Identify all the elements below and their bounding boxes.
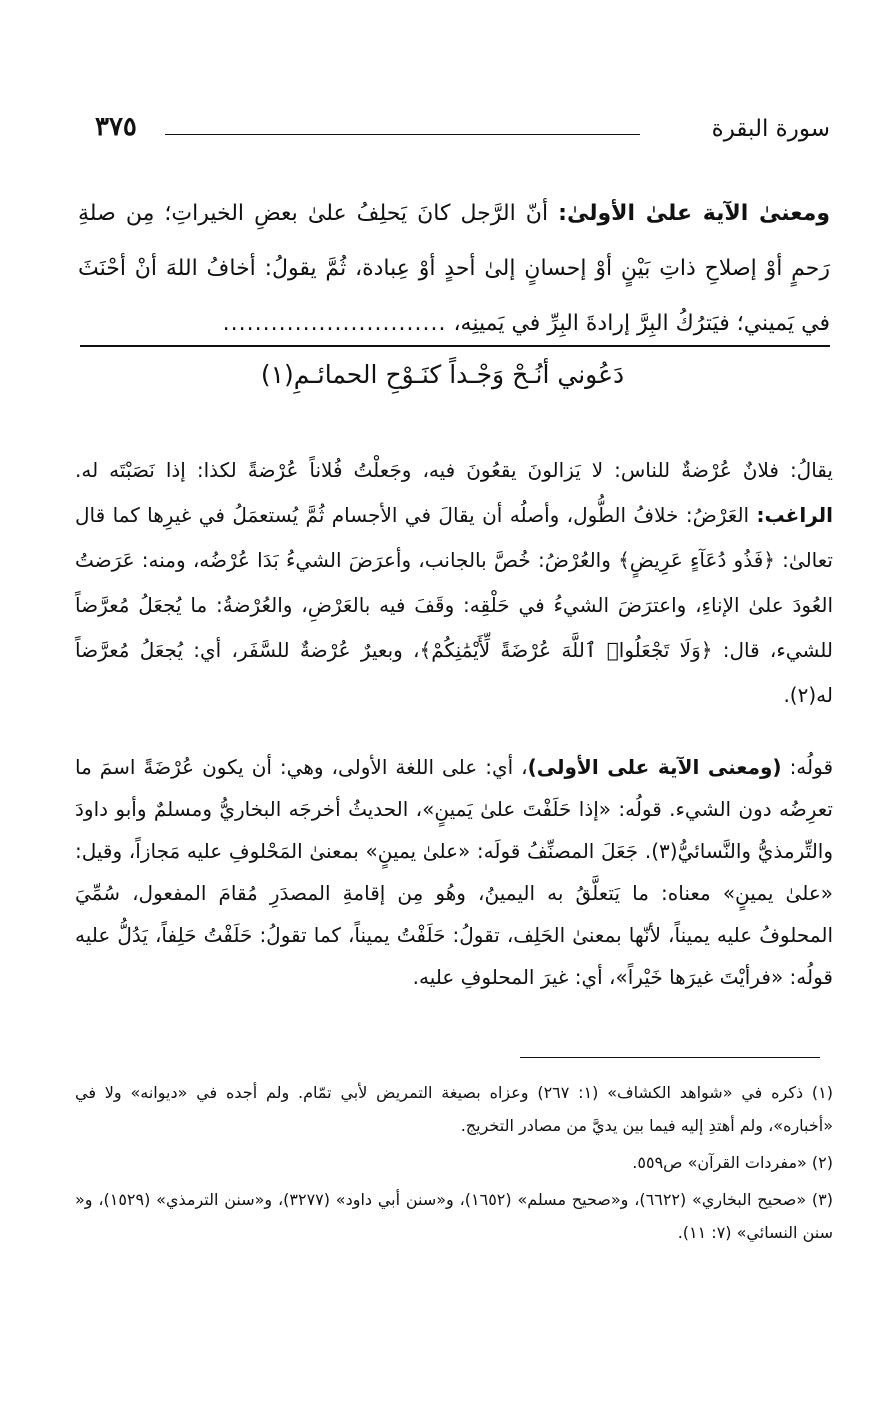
page-number: ٣٧٥	[95, 112, 137, 142]
footnotes	[75, 1076, 833, 1253]
poem-verse: دَعُوني أنُـحْ وَجْـداً كنَـوْحِ الحمائـمِ(١)	[260, 360, 625, 389]
header-rule	[165, 134, 640, 135]
commentary-text-b: ، أي: على اللغة الأولى، وهي: أن يكون عُرْضَةً اسمَ ما تعرِضُه دون الشيء. قولُه: «إذا حَلَفْتَ علىٰ يَمينٍ»، الحديثُ أخرجَه البخاريُّ ومسلمٌ وأبو داودَ والتِّرمذيُّ والنَّسائيُّ(٣). جَعَلَ المصنِّفُ قولَه: «علىٰ يمينٍ» بمعنىٰ المَحْلوفِ عليه مَجازاً، وقيل: «علىٰ يمينٍ» معناه: ما يَتعلَّقُ به اليمينُ، وهُو مِن إقامةِ المصدَرِ مُقامَ المفعول، سُمِّيَ المحلوفُ عليه يميناً، لأنّها بمعنىٰ الحَلِف، تقولُ: حَلَفْتُ يميناً، كما تقولُ: حَلَفْتُ حَلِفاً، يَدُلُّ عليه قولُه: «فرأيْتَ غيرَها خَيْراً»، أي: غيرَ المحلوفِ عليه.	[75, 755, 834, 989]
verse-commentary-text: أنّ الرَّجل كانَ يَحلِفُ علىٰ بعضِ الخيراتِ؛ مِن صلةِ رَحمٍ أوْ إصلاحِ ذاتِ بَيْنٍ أوْ إحسانٍ إلىٰ أحدٍ أوْ عِبادة، ثُمَّ يقولُ: أخافُ اللهَ أنْ أحْنَثَ في يَميني؛ فيَترُكُ البِرَّ إرادةَ البِرِّ في يَمينِه،	[78, 201, 830, 336]
footnote-3: (٣) «صحيح البخاري» (٦٦٢٢)، و«صحيح مسلم» (١٦٥٢)، و«سنن أبي داود» (٣٢٧٧)، و«سنن الترمذي» (١٥٢٩)، و« سنن النسائي» (٧: ١١).	[75, 1190, 833, 1242]
lexical-text-b: العَرْضُ: خلافُ الطُّول، وأصلُه أن يقالَ في الأجسام ثُمَّ يُستعمَلُ في غيرِها كما قال تعالىٰ: ﴿فَذُو دُعَآءٍ عَرِيضٍ﴾ والعُرْضُ: خُصَّ بالجانب، وأعرَضَ الشيءُ بَدَا عُرْضُه، ومنه: عَرَضتُ العُودَ علىٰ الإناءِ، واعترَضَ الشيءُ في حَلْقِه: وقَفَ فيه بالعَرْضِ، والعُرْضةُ: ما يُجعَلُ مُعرَّضاً للشيء، قال: ﴿وَلَا تَجْعَلُوا۟ ٱللَّهَ عُرْضَةً لِّأَيْمَٰنِكُمْ﴾، وبعيرٌ عُرْضةٌ للسَّفَر، أي: يُجعَلُ مُعرَّضاً له(٢).	[75, 503, 833, 707]
section-divider	[80, 345, 830, 347]
lexical-paragraph	[75, 448, 833, 718]
raghib-label: الراغب:	[756, 503, 833, 527]
commentary-bold: (ومعنى الآية على الأولى)	[527, 755, 782, 779]
lexical-text-a: يقالُ: فلانٌ عُرْضةٌ للناس: لا يَزالونَ يقعُونَ فيه، وجَعلْتُ فُلاناً عُرْضةً لكذا: إذا نَصَبْتَه له.	[75, 458, 833, 482]
verse-commentary-lead: ومعنىٰ الآية علىٰ الأولىٰ:	[558, 201, 830, 226]
footnote-2: (٢) «مفردات القرآن» ص٥٥٩.	[632, 1153, 833, 1172]
verse-commentary	[78, 186, 830, 351]
surah-title: سورة البقرة	[711, 116, 830, 142]
footnote-rule	[520, 1057, 820, 1058]
commentary-paragraph	[75, 746, 833, 998]
footnote-1: (١) ذكره في «شواهد الكشاف» (١: ٢٦٧) وعزاه بصيغة التمريض لأبي تمّام. ولم أجده في «ديوانه» ولا في «أخباره»، ولم أهتدِ إليه فيما بين يديَّ من مصادر التخريج.	[75, 1083, 833, 1135]
dotted-leader: ............................	[222, 311, 447, 336]
commentary-text-a: قولُه:	[789, 755, 834, 779]
running-header	[95, 112, 830, 152]
